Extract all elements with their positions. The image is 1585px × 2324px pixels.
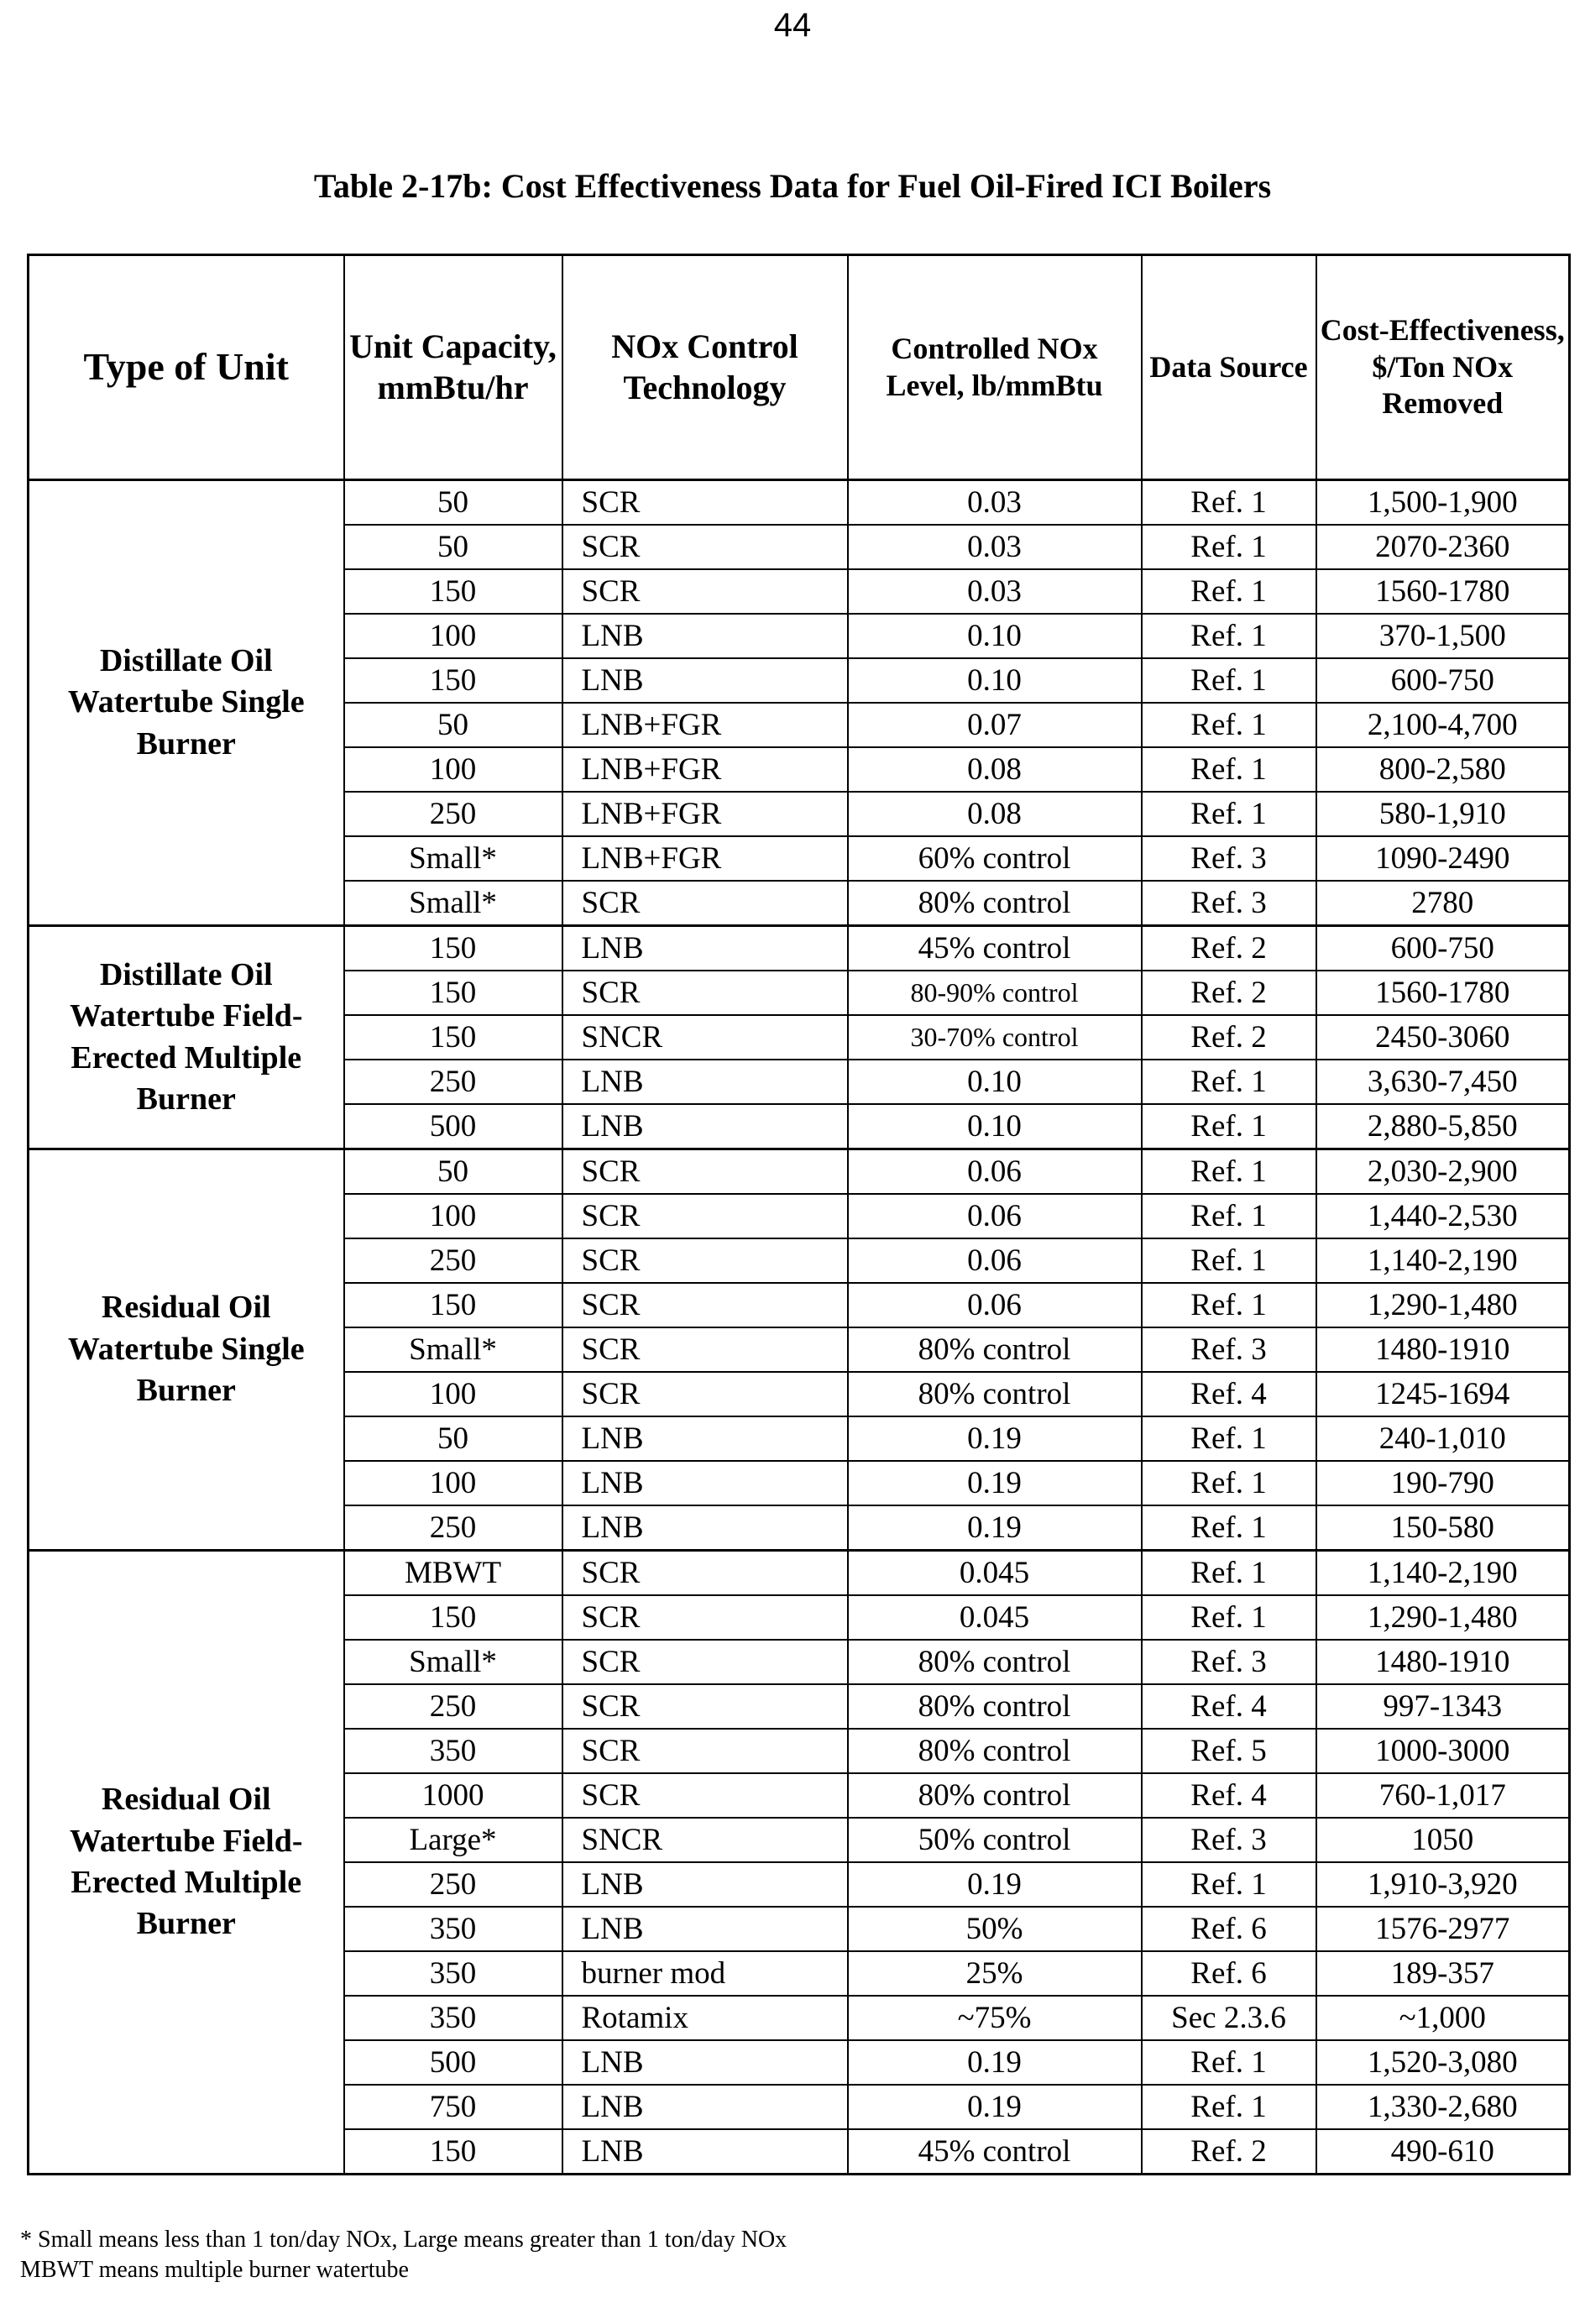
unit-capacity-cell: 150: [344, 926, 562, 971]
unit-capacity-cell: 50: [344, 525, 562, 569]
nox-technology-cell: SCR: [562, 1729, 848, 1773]
cost-effectiveness-cell: 1480-1910: [1316, 1327, 1570, 1372]
data-source-cell: Ref. 1: [1142, 703, 1316, 747]
page-number: 44: [773, 7, 812, 44]
nox-technology-cell: SCR: [562, 1283, 848, 1327]
unit-capacity-cell: Small*: [344, 881, 562, 926]
nox-technology-cell: LNB: [562, 926, 848, 971]
controlled-nox-level-cell: 80% control: [848, 1372, 1142, 1416]
data-source-cell: Ref. 1: [1142, 1551, 1316, 1596]
cost-effectiveness-cell: ~1,000: [1316, 1996, 1570, 2040]
header-nox-control-technology: NOx Control Technology: [562, 255, 848, 480]
nox-technology-cell: LNB+FGR: [562, 836, 848, 881]
unit-capacity-cell: 250: [344, 1238, 562, 1283]
controlled-nox-level-cell: 50% control: [848, 1818, 1142, 1862]
cost-effectiveness-cell: 1,290-1,480: [1316, 1595, 1570, 1640]
type-of-unit-cell: Residual Oil Watertube Single Burner: [29, 1149, 344, 1551]
cost-effectiveness-cell: 189-357: [1316, 1951, 1570, 1996]
data-source-cell: Ref. 1: [1142, 1104, 1316, 1149]
unit-capacity-cell: 100: [344, 747, 562, 792]
cost-effectiveness-cell: 1,140-2,190: [1316, 1238, 1570, 1283]
controlled-nox-level-cell: 0.03: [848, 480, 1142, 526]
controlled-nox-level-cell: 0.19: [848, 1461, 1142, 1505]
nox-technology-cell: LNB: [562, 1862, 848, 1907]
unit-capacity-cell: 150: [344, 1015, 562, 1060]
unit-capacity-cell: 500: [344, 1104, 562, 1149]
cost-effectiveness-cell: 1576-2977: [1316, 1907, 1570, 1951]
cost-effectiveness-cell: 580-1,910: [1316, 792, 1570, 836]
nox-technology-cell: SCR: [562, 1773, 848, 1818]
unit-capacity-cell: 50: [344, 480, 562, 526]
data-source-cell: Ref. 1: [1142, 614, 1316, 658]
nox-technology-cell: LNB+FGR: [562, 703, 848, 747]
unit-capacity-cell: 50: [344, 1149, 562, 1195]
nox-technology-cell: LNB: [562, 2129, 848, 2175]
nox-technology-cell: SCR: [562, 525, 848, 569]
unit-capacity-cell: 350: [344, 1996, 562, 2040]
cost-effectiveness-cell: 1050: [1316, 1818, 1570, 1862]
nox-technology-cell: LNB: [562, 1060, 848, 1104]
nox-technology-cell: LNB: [562, 658, 848, 703]
data-source-cell: Ref. 1: [1142, 525, 1316, 569]
unit-capacity-cell: Small*: [344, 1327, 562, 1372]
unit-capacity-cell: 150: [344, 569, 562, 614]
controlled-nox-level-cell: 80% control: [848, 1327, 1142, 1372]
unit-capacity-cell: Small*: [344, 836, 562, 881]
cost-effectiveness-cell: 3,630-7,450: [1316, 1060, 1570, 1104]
data-source-cell: Ref. 2: [1142, 971, 1316, 1015]
nox-technology-cell: SCR: [562, 1595, 848, 1640]
data-source-cell: Ref. 1: [1142, 1862, 1316, 1907]
data-source-cell: Ref. 4: [1142, 1684, 1316, 1729]
nox-technology-cell: LNB: [562, 614, 848, 658]
cost-effectiveness-cell: 1,290-1,480: [1316, 1283, 1570, 1327]
unit-capacity-cell: MBWT: [344, 1551, 562, 1596]
data-source-cell: Ref. 1: [1142, 792, 1316, 836]
data-source-cell: Ref. 3: [1142, 881, 1316, 926]
controlled-nox-level-cell: 0.06: [848, 1238, 1142, 1283]
table-row: [29, 926, 1570, 971]
data-source-cell: Ref. 1: [1142, 1461, 1316, 1505]
nox-technology-cell: LNB: [562, 2040, 848, 2085]
unit-capacity-cell: 250: [344, 1505, 562, 1551]
cost-effectiveness-cell: 190-790: [1316, 1461, 1570, 1505]
controlled-nox-level-cell: 0.07: [848, 703, 1142, 747]
unit-capacity-cell: Small*: [344, 1640, 562, 1684]
controlled-nox-level-cell: 45% control: [848, 926, 1142, 971]
nox-technology-cell: SCR: [562, 1327, 848, 1372]
cost-effectiveness-cell: 1,330-2,680: [1316, 2085, 1570, 2129]
controlled-nox-level-cell: 0.06: [848, 1194, 1142, 1238]
nox-technology-cell: LNB: [562, 1461, 848, 1505]
table-row: [29, 1551, 1570, 1596]
table-row: [29, 480, 1570, 526]
cost-effectiveness-cell: 1560-1780: [1316, 971, 1570, 1015]
data-source-cell: Ref. 6: [1142, 1951, 1316, 1996]
data-source-cell: Ref. 1: [1142, 2040, 1316, 2085]
data-source-cell: Ref. 2: [1142, 1015, 1316, 1060]
header-type-of-unit: Type of Unit: [29, 255, 344, 480]
unit-capacity-cell: 100: [344, 614, 562, 658]
nox-technology-cell: burner mod: [562, 1951, 848, 1996]
controlled-nox-level-cell: 0.03: [848, 569, 1142, 614]
controlled-nox-level-cell: 80% control: [848, 1729, 1142, 1773]
nox-technology-cell: Rotamix: [562, 1996, 848, 2040]
data-source-cell: Ref. 1: [1142, 1416, 1316, 1461]
cost-effectiveness-cell: 800-2,580: [1316, 747, 1570, 792]
nox-technology-cell: SCR: [562, 480, 848, 526]
data-source-cell: Ref. 3: [1142, 836, 1316, 881]
cost-effectiveness-cell: 1480-1910: [1316, 1640, 1570, 1684]
cost-effectiveness-cell: 1,500-1,900: [1316, 480, 1570, 526]
nox-technology-cell: SCR: [562, 569, 848, 614]
unit-capacity-cell: 350: [344, 1729, 562, 1773]
cost-effectiveness-cell: 2450-3060: [1316, 1015, 1570, 1060]
unit-capacity-cell: 150: [344, 1595, 562, 1640]
nox-technology-cell: SCR: [562, 1684, 848, 1729]
data-source-cell: Ref. 2: [1142, 926, 1316, 971]
data-source-cell: Ref. 1: [1142, 1149, 1316, 1195]
nox-technology-cell: SCR: [562, 1194, 848, 1238]
header-unit-capacity: Unit Capacity, mmBtu/hr: [344, 255, 562, 480]
controlled-nox-level-cell: 0.10: [848, 1060, 1142, 1104]
nox-technology-cell: SNCR: [562, 1818, 848, 1862]
cost-effectiveness-cell: 1560-1780: [1316, 569, 1570, 614]
controlled-nox-level-cell: 0.08: [848, 747, 1142, 792]
nox-technology-cell: LNB+FGR: [562, 792, 848, 836]
cost-effectiveness-cell: 150-580: [1316, 1505, 1570, 1551]
unit-capacity-cell: 100: [344, 1372, 562, 1416]
controlled-nox-level-cell: 60% control: [848, 836, 1142, 881]
controlled-nox-level-cell: 0.045: [848, 1551, 1142, 1596]
controlled-nox-level-cell: 0.06: [848, 1283, 1142, 1327]
controlled-nox-level-cell: 0.19: [848, 1862, 1142, 1907]
unit-capacity-cell: 150: [344, 658, 562, 703]
cost-effectiveness-cell: 2,880-5,850: [1316, 1104, 1570, 1149]
data-source-cell: Ref. 5: [1142, 1729, 1316, 1773]
cost-effectiveness-cell: 600-750: [1316, 658, 1570, 703]
data-source-cell: Ref. 1: [1142, 1194, 1316, 1238]
unit-capacity-cell: 50: [344, 703, 562, 747]
nox-technology-cell: SCR: [562, 1238, 848, 1283]
cost-effectiveness-cell: 1,910-3,920: [1316, 1862, 1570, 1907]
unit-capacity-cell: 150: [344, 1283, 562, 1327]
data-source-cell: Ref. 1: [1142, 1238, 1316, 1283]
cost-effectiveness-cell: 2070-2360: [1316, 525, 1570, 569]
unit-capacity-cell: 750: [344, 2085, 562, 2129]
controlled-nox-level-cell: 0.06: [848, 1149, 1142, 1195]
cost-effectiveness-cell: 1,520-3,080: [1316, 2040, 1570, 2085]
data-source-cell: Ref. 1: [1142, 1060, 1316, 1104]
data-source-cell: Ref. 3: [1142, 1818, 1316, 1862]
header-data-source: Data Source: [1142, 255, 1316, 480]
nox-technology-cell: SCR: [562, 1551, 848, 1596]
cost-effectiveness-cell: 997-1343: [1316, 1684, 1570, 1729]
cost-effectiveness-table: [27, 254, 1571, 2175]
type-of-unit-cell: Distillate Oil Watertube Single Burner: [29, 480, 344, 926]
data-source-cell: Ref. 1: [1142, 1505, 1316, 1551]
controlled-nox-level-cell: 0.19: [848, 1416, 1142, 1461]
controlled-nox-level-cell: 50%: [848, 1907, 1142, 1951]
footnote-mbwt: MBWT means multiple burner watertube: [20, 2257, 409, 2283]
data-source-cell: Ref. 1: [1142, 1595, 1316, 1640]
data-source-cell: Ref. 1: [1142, 1283, 1316, 1327]
unit-capacity-cell: 250: [344, 1684, 562, 1729]
cost-effectiveness-cell: 2,030-2,900: [1316, 1149, 1570, 1195]
data-source-cell: Ref. 2: [1142, 2129, 1316, 2175]
unit-capacity-cell: 1000: [344, 1773, 562, 1818]
unit-capacity-cell: 150: [344, 971, 562, 1015]
controlled-nox-level-cell: 0.19: [848, 2040, 1142, 2085]
table-title: Table 2-17b: Cost Effectiveness Data for Fuel Oil-Fired ICI Boilers: [313, 167, 1272, 205]
controlled-nox-level-cell: 80% control: [848, 881, 1142, 926]
unit-capacity-cell: 50: [344, 1416, 562, 1461]
cost-effectiveness-cell: 1000-3000: [1316, 1729, 1570, 1773]
nox-technology-cell: SCR: [562, 1372, 848, 1416]
unit-capacity-cell: 150: [344, 2129, 562, 2175]
unit-capacity-cell: 100: [344, 1194, 562, 1238]
nox-technology-cell: LNB: [562, 1416, 848, 1461]
data-source-cell: Ref. 6: [1142, 1907, 1316, 1951]
controlled-nox-level-cell: ~75%: [848, 1996, 1142, 2040]
controlled-nox-level-cell: 0.10: [848, 1104, 1142, 1149]
header-row: [29, 255, 1570, 480]
nox-technology-cell: SCR: [562, 881, 848, 926]
data-source-cell: Ref. 1: [1142, 2085, 1316, 2129]
data-source-cell: Ref. 1: [1142, 658, 1316, 703]
cost-effectiveness-cell: 1,440-2,530: [1316, 1194, 1570, 1238]
controlled-nox-level-cell: 80% control: [848, 1640, 1142, 1684]
data-source-cell: Ref. 3: [1142, 1640, 1316, 1684]
data-source-cell: Ref. 1: [1142, 569, 1316, 614]
controlled-nox-level-cell: 0.08: [848, 792, 1142, 836]
nox-technology-cell: LNB: [562, 1907, 848, 1951]
unit-capacity-cell: Large*: [344, 1818, 562, 1862]
nox-technology-cell: SCR: [562, 1149, 848, 1195]
nox-technology-cell: SNCR: [562, 1015, 848, 1060]
cost-effectiveness-cell: 240-1,010: [1316, 1416, 1570, 1461]
header-cost-effectiveness: Cost-Effectiveness, $/Ton NOx Removed: [1316, 255, 1570, 480]
controlled-nox-level-cell: 0.10: [848, 614, 1142, 658]
nox-technology-cell: LNB: [562, 1104, 848, 1149]
data-source-cell: Sec 2.3.6: [1142, 1996, 1316, 2040]
cost-effectiveness-cell: 2780: [1316, 881, 1570, 926]
controlled-nox-level-cell: 0.045: [848, 1595, 1142, 1640]
data-source-cell: Ref. 3: [1142, 1327, 1316, 1372]
controlled-nox-level-cell: 45% control: [848, 2129, 1142, 2175]
unit-capacity-cell: 500: [344, 2040, 562, 2085]
unit-capacity-cell: 350: [344, 1951, 562, 1996]
cost-effectiveness-cell: 760-1,017: [1316, 1773, 1570, 1818]
controlled-nox-level-cell: 0.19: [848, 2085, 1142, 2129]
controlled-nox-level-cell: 0.19: [848, 1505, 1142, 1551]
unit-capacity-cell: 250: [344, 1060, 562, 1104]
unit-capacity-cell: 100: [344, 1461, 562, 1505]
controlled-nox-level-cell: 0.10: [848, 658, 1142, 703]
unit-capacity-cell: 350: [344, 1907, 562, 1951]
cost-effectiveness-cell: 370-1,500: [1316, 614, 1570, 658]
data-source-cell: Ref. 4: [1142, 1372, 1316, 1416]
type-of-unit-cell: Residual Oil Watertube Field-Erected Multiple Burner: [29, 1551, 344, 2175]
unit-capacity-cell: 250: [344, 1862, 562, 1907]
controlled-nox-level-cell: 80-90% control: [848, 971, 1142, 1015]
nox-technology-cell: SCR: [562, 971, 848, 1015]
controlled-nox-level-cell: 80% control: [848, 1773, 1142, 1818]
controlled-nox-level-cell: 80% control: [848, 1684, 1142, 1729]
cost-effectiveness-cell: 1,140-2,190: [1316, 1551, 1570, 1596]
unit-capacity-cell: 250: [344, 792, 562, 836]
controlled-nox-level-cell: 25%: [848, 1951, 1142, 1996]
cost-effectiveness-cell: 600-750: [1316, 926, 1570, 971]
type-of-unit-cell: Distillate Oil Watertube Field-Erected Multiple Burner: [29, 926, 344, 1149]
table-body: [29, 480, 1570, 2175]
data-source-cell: Ref. 4: [1142, 1773, 1316, 1818]
cost-effectiveness-cell: 490-610: [1316, 2129, 1570, 2175]
data-source-cell: Ref. 1: [1142, 747, 1316, 792]
header-controlled-nox-level: Controlled NOx Level, lb/mmBtu: [848, 255, 1142, 480]
cost-effectiveness-cell: 2,100-4,700: [1316, 703, 1570, 747]
data-source-cell: Ref. 1: [1142, 480, 1316, 526]
controlled-nox-level-cell: 0.03: [848, 525, 1142, 569]
nox-technology-cell: LNB: [562, 1505, 848, 1551]
nox-technology-cell: LNB+FGR: [562, 747, 848, 792]
cost-effectiveness-cell: 1245-1694: [1316, 1372, 1570, 1416]
nox-technology-cell: SCR: [562, 1640, 848, 1684]
table-row: [29, 1149, 1570, 1195]
cost-effectiveness-cell: 1090-2490: [1316, 836, 1570, 881]
controlled-nox-level-cell: 30-70% control: [848, 1015, 1142, 1060]
footnotes: [20, 2225, 787, 2285]
footnote-small-large: * Small means less than 1 ton/day NOx, Large means greater than 1 ton/day NOx: [20, 2227, 787, 2253]
nox-technology-cell: LNB: [562, 2085, 848, 2129]
